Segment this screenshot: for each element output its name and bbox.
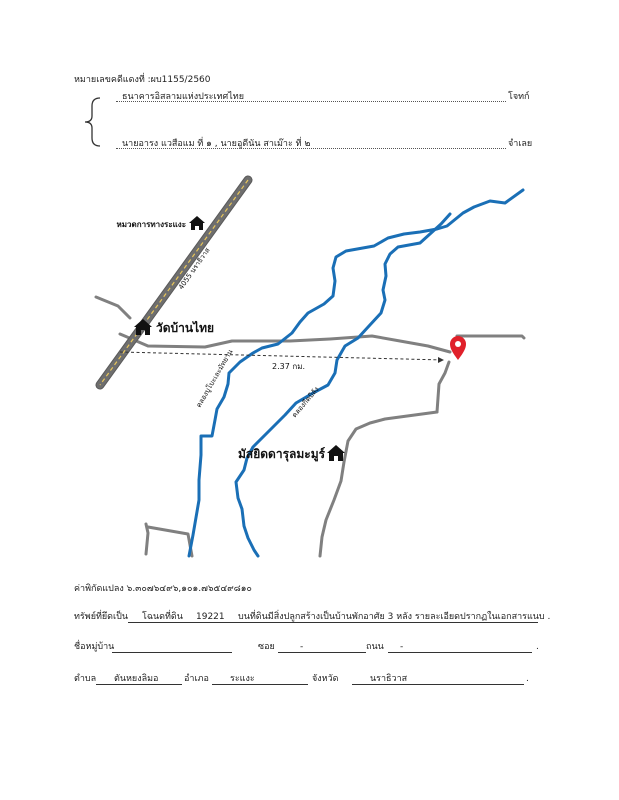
coordinate-value: ๖.๓๐๗๖๔๙๖,๑๐๑.๗๖๕๔๙๘๑๐ bbox=[126, 584, 252, 594]
subdistrict-label: ตำบล bbox=[74, 674, 97, 684]
road-field-label: ถนน bbox=[366, 642, 384, 652]
canal-label-2: คลองกีตบิลัง bbox=[290, 385, 321, 420]
case-number: หมายเลขคดีแดงที่ :ผบ1155/2560 bbox=[74, 75, 211, 85]
province-period: . bbox=[526, 674, 529, 684]
defendant-role: จำเลย bbox=[508, 139, 533, 149]
road-underline bbox=[388, 652, 532, 653]
police-house-icon bbox=[189, 216, 205, 230]
village-label: ชื่อหมู่บ้าน bbox=[74, 642, 115, 652]
mosque-house-icon bbox=[327, 445, 345, 461]
road-label: 4055 นราธิวาส bbox=[177, 246, 212, 292]
soi-value: - bbox=[300, 642, 304, 652]
temple-label: วัดบ้านไทย bbox=[156, 321, 215, 335]
province-value: นราธิวาส bbox=[370, 674, 408, 684]
distance-label: 2.37 กม. bbox=[272, 362, 306, 371]
road-field-value: - bbox=[400, 642, 404, 652]
province-label: จังหวัด bbox=[312, 674, 339, 684]
road-period: . bbox=[536, 642, 539, 652]
village-underline bbox=[112, 652, 232, 653]
district-underline bbox=[212, 684, 308, 685]
property-description: บนที่ดินมีสิ่งปลูกสร้างเป็นบ้านพักอาศัย 3 หลัง รายละเอียดปรากฏในเอกสารแนบ . bbox=[238, 612, 551, 622]
location-pin-icon bbox=[450, 336, 466, 360]
rivers bbox=[189, 190, 523, 556]
plaintiff-role: โจทก์ bbox=[508, 92, 530, 102]
subdistrict-value: ตันหยงลิมอ bbox=[114, 674, 159, 684]
district-value: ระแงะ bbox=[230, 674, 255, 684]
coordinate-label: ค่าพิกัดแปลง bbox=[74, 584, 124, 594]
district-label: อำเภอ bbox=[184, 674, 209, 684]
property-type: โฉนดที่ดิน bbox=[142, 612, 183, 622]
police-label: หมวดการทางระแงะ bbox=[116, 220, 186, 229]
property-label: ทรัพย์ที่ยึดเป็น bbox=[74, 612, 128, 622]
canal-label-1: คลองบูโบะเละมัทยาน bbox=[194, 348, 235, 409]
property-number: 19221 bbox=[196, 612, 225, 622]
distance-line bbox=[120, 352, 444, 360]
soi-label: ซอย bbox=[258, 642, 275, 652]
coordinate-line bbox=[74, 583, 252, 595]
local-roads bbox=[96, 297, 524, 556]
arrow-head-icon bbox=[438, 357, 444, 363]
defendant-names: นายอารง แวสือแม ที่ ๑ , นายอูดีนัน สาเม๊าะ ที่ ๒ bbox=[122, 139, 311, 149]
mosque-label: มัสยิดดารุลมะมูร์ bbox=[238, 447, 326, 461]
plaintiff-name: ธนาคารอิสลามแห่งประเทศไทย bbox=[122, 92, 244, 102]
soi-underline bbox=[278, 652, 366, 653]
